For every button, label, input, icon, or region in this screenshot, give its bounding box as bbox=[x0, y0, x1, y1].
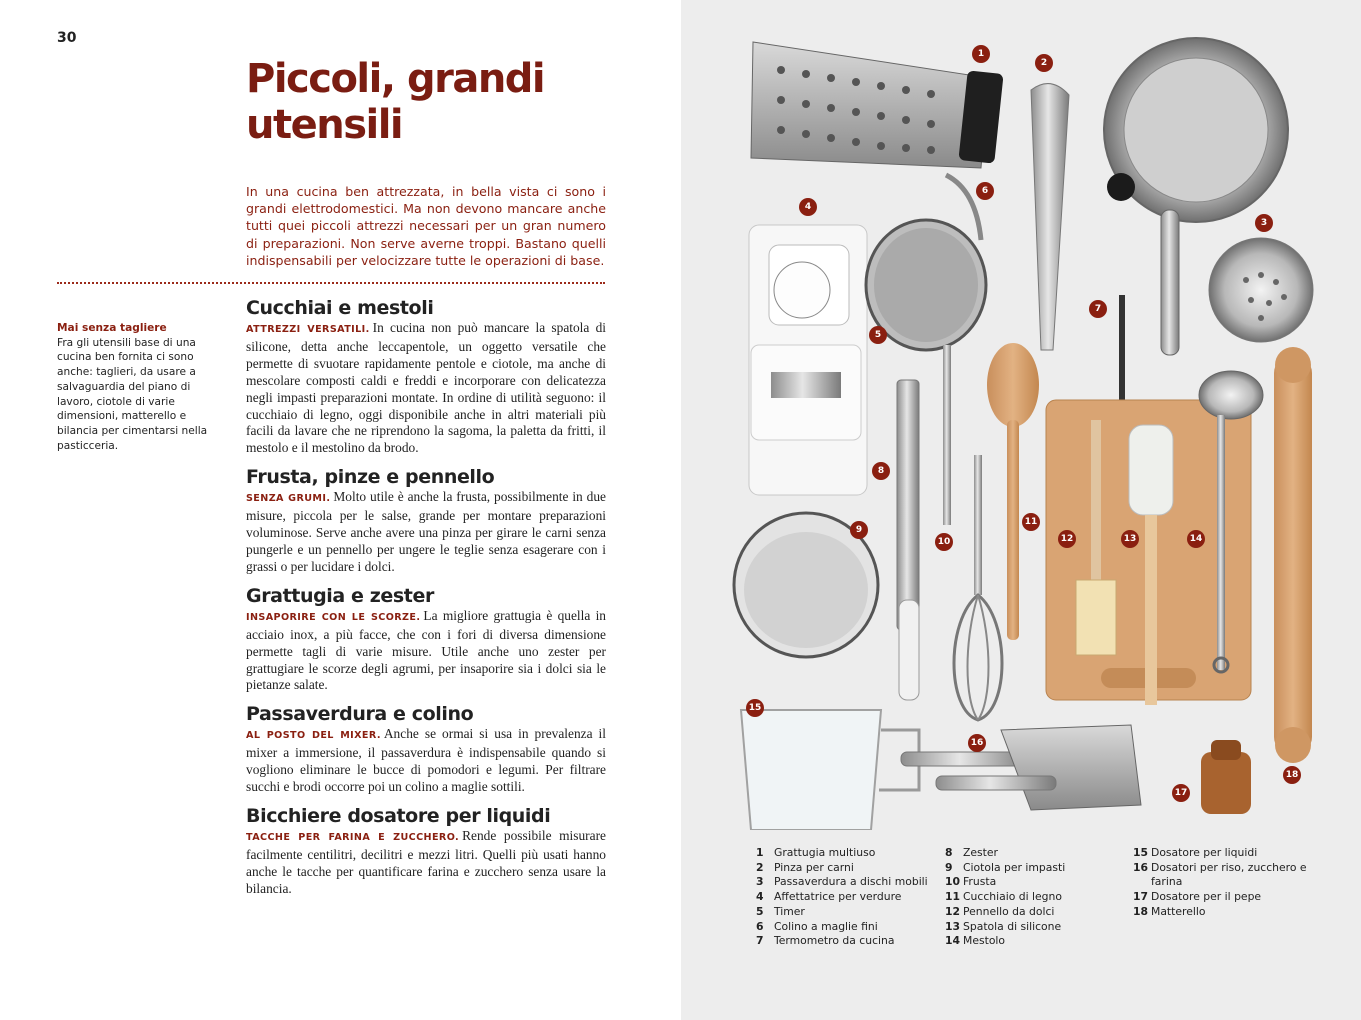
page-title bbox=[246, 56, 626, 148]
badge-13: 13 bbox=[1121, 530, 1139, 548]
section-body bbox=[246, 726, 606, 796]
legend-label: Frusta bbox=[963, 875, 997, 889]
legend-item bbox=[756, 846, 941, 861]
legend-item bbox=[945, 861, 1125, 876]
wooden-spoon-illustration bbox=[987, 343, 1039, 640]
title-line-2: utensili bbox=[246, 102, 403, 148]
slicer-illustration bbox=[749, 225, 867, 495]
section-body bbox=[246, 489, 606, 576]
sidebar-title: Mai senza tagliere bbox=[57, 322, 167, 334]
legend-number: 14 bbox=[945, 934, 961, 948]
sidebar-note bbox=[57, 321, 227, 453]
badge-18: 18 bbox=[1283, 766, 1301, 784]
badge-1: 1 bbox=[972, 45, 990, 63]
legend-item bbox=[945, 875, 1125, 890]
whisk-illustration bbox=[954, 455, 1002, 720]
kitchen-tools-photo bbox=[681, 0, 1361, 830]
legend-number: 17 bbox=[1133, 890, 1149, 904]
legend-label: Dosatore per il pepe bbox=[1151, 890, 1262, 904]
section-cucchiai bbox=[246, 296, 606, 457]
section-grattugia bbox=[246, 584, 606, 695]
section-bicchiere bbox=[246, 804, 606, 898]
section-lead: TACCHE PER FARINA E ZUCCHERO. bbox=[246, 831, 460, 843]
badge-14: 14 bbox=[1187, 530, 1205, 548]
legend-item bbox=[1133, 890, 1313, 905]
legend-number: 9 bbox=[945, 860, 953, 874]
legend-label: Grattugia multiuso bbox=[774, 846, 876, 859]
section-heading: Cucchiai e mestoli bbox=[246, 297, 434, 319]
scoops-illustration bbox=[901, 725, 1141, 810]
badge-2: 2 bbox=[1035, 54, 1053, 72]
legend-label: Matterello bbox=[1151, 904, 1206, 918]
legend-label: Colino a maglie fini bbox=[774, 919, 878, 933]
legend-label: Spatola di silicone bbox=[963, 919, 1062, 933]
badge-11: 11 bbox=[1022, 513, 1040, 531]
legend-number: 12 bbox=[945, 904, 961, 918]
legend-label: Ciotola per impasti bbox=[963, 860, 1066, 874]
badge-5: 5 bbox=[869, 326, 887, 344]
legend-item bbox=[945, 890, 1125, 905]
intro-paragraph: In una cucina ben attrezzata, in bella vista ci sono i grandi elettrodomestici. Ma non devono mancare anche tutti quei piccoli attrezzi necessari per un gran numero di preparazioni. Non serve averne troppi. Bastano quelli indispensabili per velocizzare tutte le operazioni di base. bbox=[246, 184, 606, 268]
food-mill-illustration bbox=[1104, 38, 1313, 355]
badge-10: 10 bbox=[935, 533, 953, 551]
legend-label: Dosatori per riso, zucchero e farina bbox=[1151, 860, 1307, 889]
section-heading: Grattugia e zester bbox=[246, 584, 434, 607]
section-lead: SENZA GRUMI. bbox=[246, 493, 331, 505]
legend-label: Pinza per carni bbox=[774, 860, 854, 874]
legend-label: Mestolo bbox=[963, 934, 1006, 948]
badge-8: 8 bbox=[872, 462, 890, 480]
legend-number: 11 bbox=[945, 890, 961, 904]
legend-label: Dosatore per liquidi bbox=[1151, 846, 1258, 859]
legend-column-3 bbox=[1133, 846, 1313, 920]
legend-item bbox=[945, 920, 1125, 935]
legend-number: 2 bbox=[756, 860, 764, 874]
badge-6: 6 bbox=[976, 182, 994, 200]
legend-label: Zester bbox=[963, 846, 998, 859]
section-body bbox=[246, 608, 606, 695]
section-body bbox=[246, 320, 606, 457]
legend-item bbox=[1133, 861, 1313, 890]
legend-item bbox=[945, 905, 1125, 920]
section-lead: INSAPORIRE CON LE SCORZE. bbox=[246, 611, 421, 623]
section-text: La migliore grattugia è quella in acciaio inox, a più facce, che con i fori di diversa dimensione permette tagli di varie misure. Utile anche uno zester per grattugiare le scorze degli agrumi, per insaporire sia i dolci sia le pietanze salate. bbox=[246, 607, 607, 693]
section-frusta bbox=[246, 465, 606, 576]
badge-7: 7 bbox=[1089, 300, 1107, 318]
legend-item bbox=[756, 861, 941, 876]
legend-number: 18 bbox=[1133, 904, 1149, 918]
legend-item bbox=[756, 920, 941, 935]
section-passaverdura bbox=[246, 702, 606, 796]
section-lead: AL POSTO DEL MIXER. bbox=[246, 730, 381, 742]
legend-number: 13 bbox=[945, 919, 961, 933]
article-sections bbox=[246, 296, 606, 906]
legend-label: Timer bbox=[774, 904, 805, 918]
section-lead: ATTREZZI VERSATILI. bbox=[246, 324, 370, 335]
section-text: Anche se ormai si usa in prevalenza il mixer a immersione, il passaverdura è indispensabile quando si vogliono eliminare le bucce di pomodori e legumi. Per filtrare succhi e brodi occorre poi un colino a maglie sottili. bbox=[246, 726, 606, 795]
legend-label: Pennello da dolci bbox=[963, 904, 1055, 918]
measuring-jug-illustration bbox=[741, 710, 919, 830]
right-page bbox=[681, 0, 1361, 1020]
title-line-1: Piccoli, grandi bbox=[246, 56, 545, 102]
page-number: 30 bbox=[57, 30, 77, 46]
grater-illustration bbox=[751, 42, 1004, 168]
legend-item bbox=[756, 875, 941, 890]
legend-label: Affettatrice per verdure bbox=[774, 890, 902, 904]
section-body bbox=[246, 828, 606, 898]
legend-number: 15 bbox=[1133, 846, 1149, 859]
badge-16: 16 bbox=[968, 734, 986, 752]
legend-item bbox=[756, 934, 941, 949]
section-heading: Frusta, pinze e pennello bbox=[246, 466, 495, 489]
legend-label: Termometro da cucina bbox=[774, 934, 895, 948]
legend-label: Cucchiaio di legno bbox=[963, 890, 1062, 904]
legend-number: 6 bbox=[756, 919, 764, 933]
section-text: Molto utile è anche la frusta, possibilmente in due misure, piccola per le salse, grande per montare preparazioni voluminose. Serve anche avere una pinza per girare le carni senza pungerle e un pennello per ungere le teglie senza esagerare con i grassi o per lucidare i dolci. bbox=[246, 489, 606, 574]
section-text: Rende possibile misurare facilmente centilitri, decilitri e mezzi litri. Quelli più usati hanno anche le tacche per quantificare farina e zucchero senza usare la bilancia. bbox=[246, 827, 606, 896]
tongs-illustration bbox=[1031, 84, 1069, 350]
badge-9: 9 bbox=[850, 521, 868, 539]
legend-number: 8 bbox=[945, 846, 953, 859]
zester-illustration bbox=[897, 380, 919, 700]
pepper-mill-illustration bbox=[1201, 740, 1251, 814]
legend-column-1 bbox=[756, 846, 941, 949]
legend-number: 1 bbox=[756, 846, 764, 859]
legend-column-2 bbox=[945, 846, 1125, 949]
legend-number: 10 bbox=[945, 875, 961, 889]
section-heading: Bicchiere dosatore per liquidi bbox=[246, 804, 551, 827]
rolling-pin-illustration bbox=[1274, 347, 1312, 763]
badge-17: 17 bbox=[1172, 784, 1190, 802]
legend-number: 7 bbox=[756, 934, 764, 948]
legend-label: Passaverdura a dischi mobili bbox=[774, 875, 928, 889]
badge-3: 3 bbox=[1255, 214, 1273, 232]
legend-number: 3 bbox=[756, 875, 764, 889]
legend-item bbox=[1133, 905, 1313, 920]
legend-number: 5 bbox=[756, 904, 764, 918]
sidebar-text: Fra gli utensili base di una cucina ben fornita ci sono anche: taglieri, da usare a salvaguardia del piano di lavoro, ciotole di varie dimensioni, matterello e bilancia per cimentarsi nella pasticceria. bbox=[57, 336, 208, 452]
badge-12: 12 bbox=[1058, 530, 1076, 548]
badge-15: 15 bbox=[746, 699, 764, 717]
legend-item bbox=[756, 890, 941, 905]
thermometer-illustration bbox=[1119, 295, 1125, 415]
legend-item bbox=[756, 905, 941, 920]
legend-item bbox=[945, 846, 1125, 861]
legend-number: 16 bbox=[1133, 860, 1149, 874]
section-heading: Passaverdura e colino bbox=[246, 703, 474, 726]
section-text: In cucina non può mancare la spatola di silicone, detta anche leccapentole, un oggetto versatile che permette di svuotare rapidamente pentole e ciotole, ma anche di mescolare composti caldi e freddi e incorporare con delicatezza negli impasti preparazioni montate. In ordine di utilità seguono: il cucchiaio di legno, oggi disponibile anche in altri materiali più facili da lavare che ne riprendono la sagoma, la paletta da fritti, il mestolo e il mestolino da brodo. bbox=[246, 320, 606, 456]
legend-item bbox=[945, 934, 1125, 949]
dotted-divider bbox=[57, 282, 605, 284]
legend-item bbox=[1133, 846, 1313, 861]
legend-number: 4 bbox=[756, 890, 764, 904]
badge-4: 4 bbox=[799, 198, 817, 216]
